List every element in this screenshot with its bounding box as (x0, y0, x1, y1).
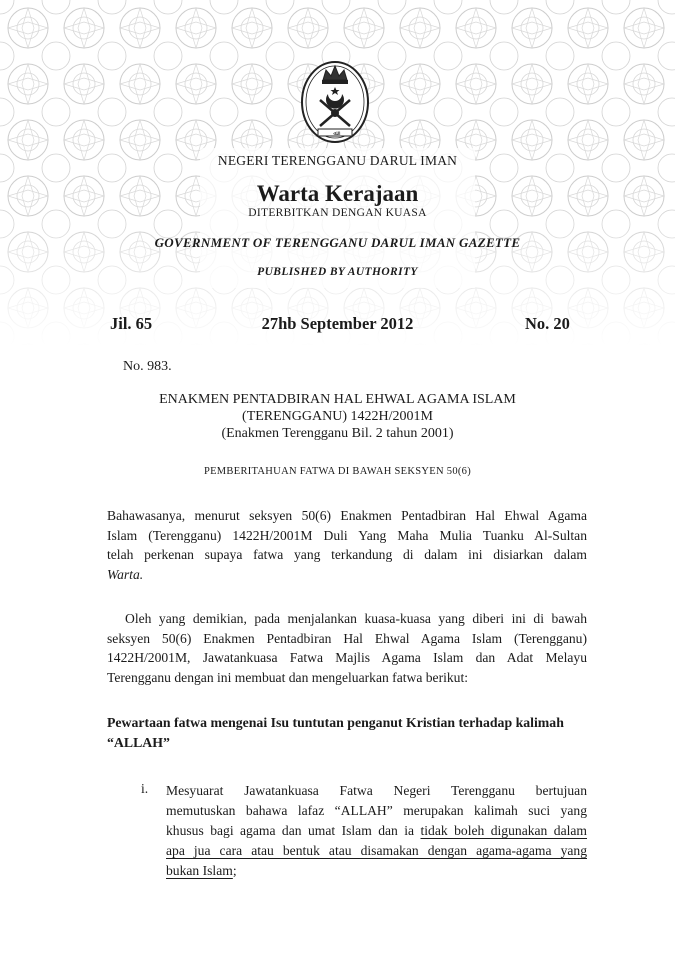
item-text: ; (232, 863, 237, 878)
item-line (166, 861, 587, 881)
section-heading-line: Pewartaan fatwa mengenai Isu tuntutan penganut Kristian terhadap kalimah (107, 715, 564, 730)
enactment-title-line-1: ENAKMEN PENTADBIRAN HAL EHWAL AGAMA ISLAM (159, 392, 516, 407)
item-line: memutuskan bahawa lafaz “ALLAH” merupakan kalimah suci yang (166, 803, 587, 818)
paragraph-line: 1422H/2001M, Jawatankuasa Fatwa Majlis Agama Islam dan Adat Melayu (107, 650, 587, 665)
paragraph-authority (107, 609, 587, 687)
volume-number: Jil. 65 (110, 314, 153, 333)
underlined-text: bukan Islam (166, 863, 233, 878)
crest-banner-text: ﷲ (333, 130, 337, 137)
enactment-title-line-3: (Enakmen Terengganu Bil. 2 tahun 2001) (221, 426, 454, 441)
terengganu-state-crest-icon (298, 56, 372, 144)
paragraph-decree (107, 506, 587, 584)
english-gazette-title: GOVERNMENT OF TERENGGANU DARUL IMAN GAZETTE (154, 235, 521, 250)
gazette-title: Warta Kerajaan (256, 181, 419, 206)
item-numeral: i. (141, 781, 149, 796)
fatwa-item (166, 781, 587, 881)
item-line-underlined: apa jua cara atau bentuk atau disamakan dengan agama-agama yang (166, 843, 587, 858)
section-heading (107, 713, 587, 753)
paragraph-line: Islam (Terengganu) 1422H/2001M Duli Yang Maha Mulia Tuanku Al-Sultan (107, 527, 587, 543)
paragraph-line: Bahawasanya, menurut seksyen 50(6) Enakmen Pentadbiran Hal Ehwal Agama (107, 508, 587, 523)
state-name: NEGERI TERENGGANU DARUL IMAN (217, 153, 458, 168)
issue-number: No. 20 (525, 314, 570, 333)
item-line (166, 821, 587, 841)
paragraph-line: telah perkenan supaya fatwa yang terkandung di dalam ini disiarkan dalam (107, 547, 587, 562)
paragraph-line: Terengganu dengan ini membuat dan mengeluarkan fatwa berikut: (107, 669, 469, 685)
paragraph-line: seksyen 50(6) Enakmen Pentadbiran Hal Ehwal Agama Islam (Terengganu) (107, 630, 587, 646)
gazette-subtitle: DITERBITKAN DENGAN KUASA (248, 207, 427, 219)
underlined-text: tidak boleh digunakan dalam (420, 823, 587, 838)
english-gazette-subtitle: PUBLISHED BY AUTHORITY (257, 266, 418, 278)
item-line: Mesyuarat Jawatankuasa Fatwa Negeri Terengganu bertujuan (166, 783, 587, 798)
section-heading-line: “ALLAH” (107, 735, 170, 750)
notice-title: PEMBERITAHUAN FATWA DI BAWAH SEKSYEN 50(6) (203, 466, 472, 477)
notice-number: No. 983. (123, 359, 172, 374)
enactment-title-line-2: (TERENGGANU) 1422H/2001M (242, 409, 433, 424)
paragraph-line: Warta. (107, 566, 144, 582)
paragraph-line: Oleh yang demikian, pada menjalankan kuasa-kuasa yang diberi ini di bawah (125, 611, 587, 626)
item-text: khusus bagi agama dan umat Islam dan ia (166, 823, 415, 838)
issue-date: 27hb September 2012 (261, 314, 414, 333)
